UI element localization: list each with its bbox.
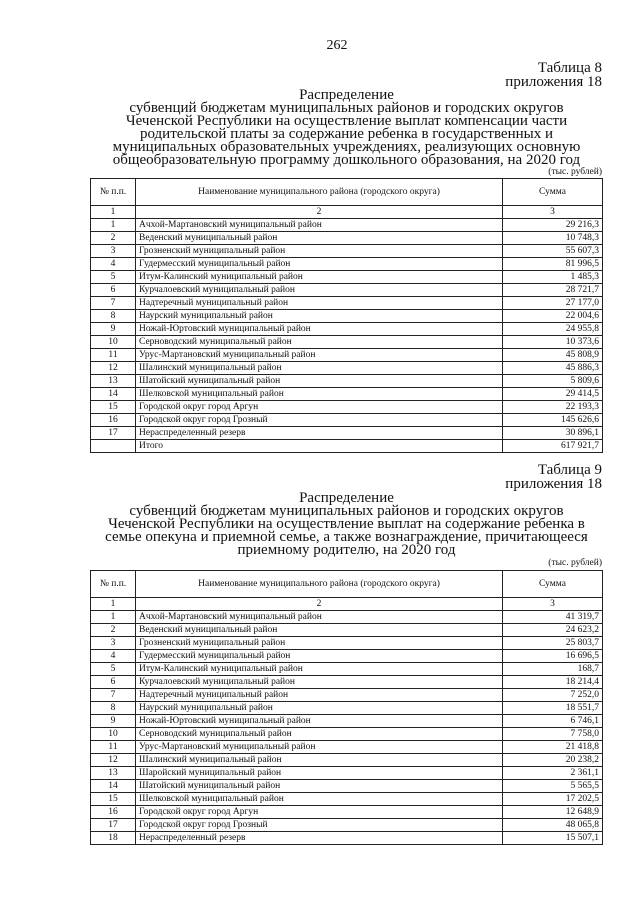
row-name: Городской округ город Грозный — [136, 414, 503, 427]
table-row — [91, 401, 603, 414]
row-sum: 81 996,5 — [503, 258, 603, 271]
table-9-title — [90, 492, 603, 557]
row-number: 5 — [91, 271, 136, 284]
header-row — [91, 179, 603, 206]
title-line: Распределение — [299, 87, 394, 103]
row-number: 14 — [91, 780, 136, 793]
header-name: Наименование муниципального района (городского округа) — [136, 571, 503, 598]
table-row — [91, 741, 603, 754]
row-sum: 30 896,1 — [503, 427, 603, 440]
row-number: 2 — [91, 624, 136, 637]
row-sum: 18 214,4 — [503, 676, 603, 689]
row-sum: 29 414,5 — [503, 388, 603, 401]
row-number: 15 — [91, 793, 136, 806]
row-sum: 24 955,8 — [503, 323, 603, 336]
row-sum: 12 648,9 — [503, 806, 603, 819]
row-sum: 16 696,5 — [503, 650, 603, 663]
row-name: Ачхой-Мартановский муниципальный район — [136, 611, 503, 624]
row-sum: 20 238,2 — [503, 754, 603, 767]
row-number: 9 — [91, 323, 136, 336]
row-sum: 5 565,5 — [503, 780, 603, 793]
table-row — [91, 232, 603, 245]
row-number: 6 — [91, 676, 136, 689]
row-number: 9 — [91, 715, 136, 728]
row-name: Итум-Калинский муниципальный район — [136, 271, 503, 284]
row-sum: 7 758,0 — [503, 728, 603, 741]
row-number: 5 — [91, 663, 136, 676]
row-name: Грозненский муниципальный район — [136, 245, 503, 258]
row-sum: 10 373,6 — [503, 336, 603, 349]
row-name: Итум-Калинский муниципальный район — [136, 663, 503, 676]
row-sum: 48 065,8 — [503, 819, 603, 832]
row-sum: 17 202,5 — [503, 793, 603, 806]
column-index-row — [91, 206, 603, 219]
table-8 — [90, 178, 603, 453]
row-sum: 15 507,1 — [503, 832, 603, 845]
column-index: 3 — [503, 206, 603, 219]
table-row — [91, 819, 603, 832]
row-number: 1 — [91, 611, 136, 624]
row-number: 12 — [91, 754, 136, 767]
table-row — [91, 715, 603, 728]
table-row — [91, 323, 603, 336]
title-line: Чеченской Республики на осуществление выплат на содержание ребенка в — [108, 516, 585, 532]
row-name: Грозненский муниципальный район — [136, 637, 503, 650]
table-row — [91, 637, 603, 650]
row-sum: 21 418,8 — [503, 741, 603, 754]
table-row — [91, 336, 603, 349]
row-number: 13 — [91, 767, 136, 780]
row-name: Шалинский муниципальный район — [136, 754, 503, 767]
column-index: 1 — [91, 598, 136, 611]
units-label: (тыс. рублей) — [548, 558, 602, 568]
row-sum: 18 551,7 — [503, 702, 603, 715]
title-line: субвенций бюджетам муниципальных районов и городских округов — [129, 100, 564, 116]
row-sum: 1 485,3 — [503, 271, 603, 284]
table-row — [91, 375, 603, 388]
header-name: Наименование муниципального района (городского округа) — [136, 179, 503, 206]
row-sum: 145 626,6 — [503, 414, 603, 427]
appendix-label: приложения 18 — [505, 476, 602, 492]
row-name: Итого — [136, 440, 503, 453]
row-sum: 5 809,6 — [503, 375, 603, 388]
table-row — [91, 310, 603, 323]
title-line: приемному родителю, на 2020 год — [237, 542, 456, 558]
row-number: 3 — [91, 245, 136, 258]
row-name: Шалинский муниципальный район — [136, 362, 503, 375]
row-name: Наурский муниципальный район — [136, 702, 503, 715]
table-row — [91, 219, 603, 232]
row-name: Серноводский муниципальный район — [136, 728, 503, 741]
row-name: Надтеречный муниципальный район — [136, 297, 503, 310]
row-name: Курчалоевский муниципальный район — [136, 676, 503, 689]
title-line: родительской платы за содержание ребенка в государственных и — [139, 126, 554, 142]
row-number: 11 — [91, 349, 136, 362]
table-row — [91, 806, 603, 819]
header-sum: Сумма — [503, 571, 603, 598]
row-name: Веденский муниципальный район — [136, 232, 503, 245]
table-row — [91, 689, 603, 702]
table-row — [91, 297, 603, 310]
units-label: (тыс. рублей) — [548, 167, 602, 177]
column-index: 1 — [91, 206, 136, 219]
row-number: 3 — [91, 637, 136, 650]
row-sum: 55 607,3 — [503, 245, 603, 258]
row-number: 17 — [91, 427, 136, 440]
row-sum: 45 886,3 — [503, 362, 603, 375]
header-number: № п.п. — [91, 571, 136, 598]
table-row — [91, 793, 603, 806]
table-row — [91, 611, 603, 624]
table-row — [91, 388, 603, 401]
row-name: Городской округ город Аргун — [136, 401, 503, 414]
row-number: 13 — [91, 375, 136, 388]
row-number: 8 — [91, 310, 136, 323]
row-number: 8 — [91, 702, 136, 715]
row-number: 2 — [91, 232, 136, 245]
table-row — [91, 349, 603, 362]
header-row — [91, 571, 603, 598]
title-line: Распределение — [299, 490, 394, 506]
row-number: 15 — [91, 401, 136, 414]
row-sum: 168,7 — [503, 663, 603, 676]
row-sum: 45 808,9 — [503, 349, 603, 362]
row-name: Шелковской муниципальный район — [136, 793, 503, 806]
row-name: Гудермесский муниципальный район — [136, 258, 503, 271]
appendix-label: приложения 18 — [505, 74, 602, 90]
table-row — [91, 271, 603, 284]
row-name: Нераспределенный резерв — [136, 427, 503, 440]
row-name: Ножай-Юртовский муниципальный район — [136, 323, 503, 336]
row-sum: 7 252,0 — [503, 689, 603, 702]
row-sum: 2 361,1 — [503, 767, 603, 780]
table-9 — [90, 570, 603, 845]
table-label: Таблица 8 — [537, 60, 602, 76]
row-number: 1 — [91, 219, 136, 232]
row-name: Наурский муниципальный район — [136, 310, 503, 323]
table-row — [91, 362, 603, 375]
row-sum: 41 319,7 — [503, 611, 603, 624]
row-name: Урус-Мартановский муниципальный район — [136, 349, 503, 362]
row-sum: 27 177,0 — [503, 297, 603, 310]
row-number: 17 — [91, 819, 136, 832]
table-row — [91, 767, 603, 780]
row-number: 12 — [91, 362, 136, 375]
row-name: Шелковской муниципальный район — [136, 388, 503, 401]
title-line: муниципальных образовательных учреждениях, реализующих основную — [112, 139, 581, 155]
row-sum: 22 004,6 — [503, 310, 603, 323]
row-number: 7 — [91, 297, 136, 310]
row-number: 4 — [91, 258, 136, 271]
row-name: Надтеречный муниципальный район — [136, 689, 503, 702]
header-number: № п.п. — [91, 179, 136, 206]
table-row — [91, 702, 603, 715]
table-row — [91, 832, 603, 845]
row-number: 11 — [91, 741, 136, 754]
row-sum: 10 748,3 — [503, 232, 603, 245]
row-name: Курчалоевский муниципальный район — [136, 284, 503, 297]
row-number: 18 — [91, 832, 136, 845]
table-row — [91, 728, 603, 741]
table-row — [91, 440, 603, 453]
table-row — [91, 676, 603, 689]
row-name: Серноводский муниципальный район — [136, 336, 503, 349]
table-row — [91, 427, 603, 440]
column-index: 2 — [136, 206, 503, 219]
table-row — [91, 754, 603, 767]
row-sum: 6 746,1 — [503, 715, 603, 728]
row-name: Шатойский муниципальный район — [136, 375, 503, 388]
table-row — [91, 414, 603, 427]
row-number: 16 — [91, 806, 136, 819]
table-8-title — [90, 89, 603, 167]
column-index: 2 — [136, 598, 503, 611]
table-row — [91, 245, 603, 258]
row-name: Урус-Мартановский муниципальный район — [136, 741, 503, 754]
table-label: Таблица 9 — [537, 462, 602, 478]
table-row — [91, 780, 603, 793]
title-line: Чеченской Республики на осуществление выплат компенсации части — [125, 113, 568, 129]
table-row — [91, 624, 603, 637]
row-name: Гудермесский муниципальный район — [136, 650, 503, 663]
page-number: 262 — [326, 38, 348, 53]
table-row — [91, 258, 603, 271]
row-name: Нераспределенный резерв — [136, 832, 503, 845]
row-sum: 24 623,2 — [503, 624, 603, 637]
table-row — [91, 284, 603, 297]
row-number: 4 — [91, 650, 136, 663]
row-number: 7 — [91, 689, 136, 702]
row-sum: 29 216,3 — [503, 219, 603, 232]
row-name: Ножай-Юртовский муниципальный район — [136, 715, 503, 728]
row-sum: 22 193,3 — [503, 401, 603, 414]
row-number: 10 — [91, 728, 136, 741]
title-line: субвенций бюджетам муниципальных районов и городских округов — [129, 503, 564, 519]
table-9-label — [505, 463, 602, 491]
row-name: Шатойский муниципальный район — [136, 780, 503, 793]
column-index: 3 — [503, 598, 603, 611]
header-sum: Сумма — [503, 179, 603, 206]
row-name: Шаройский муниципальный район — [136, 767, 503, 780]
row-name: Ачхой-Мартановский муниципальный район — [136, 219, 503, 232]
row-number: 6 — [91, 284, 136, 297]
row-name: Городской округ город Грозный — [136, 819, 503, 832]
row-sum: 617 921,7 — [503, 440, 603, 453]
column-index-row — [91, 598, 603, 611]
row-sum: 25 803,7 — [503, 637, 603, 650]
row-number: 10 — [91, 336, 136, 349]
title-line: семье опекуна и приемной семье, а также вознаграждение, причитающееся — [105, 529, 588, 545]
table-8-label — [505, 61, 602, 89]
row-name: Веденский муниципальный район — [136, 624, 503, 637]
row-number: 16 — [91, 414, 136, 427]
row-number: 14 — [91, 388, 136, 401]
row-sum: 28 721,7 — [503, 284, 603, 297]
table-row — [91, 650, 603, 663]
title-line: общеобразовательную программу дошкольного образования, на 2020 год — [112, 152, 581, 168]
row-number — [91, 440, 136, 453]
row-name: Городской округ город Аргун — [136, 806, 503, 819]
table-row — [91, 663, 603, 676]
